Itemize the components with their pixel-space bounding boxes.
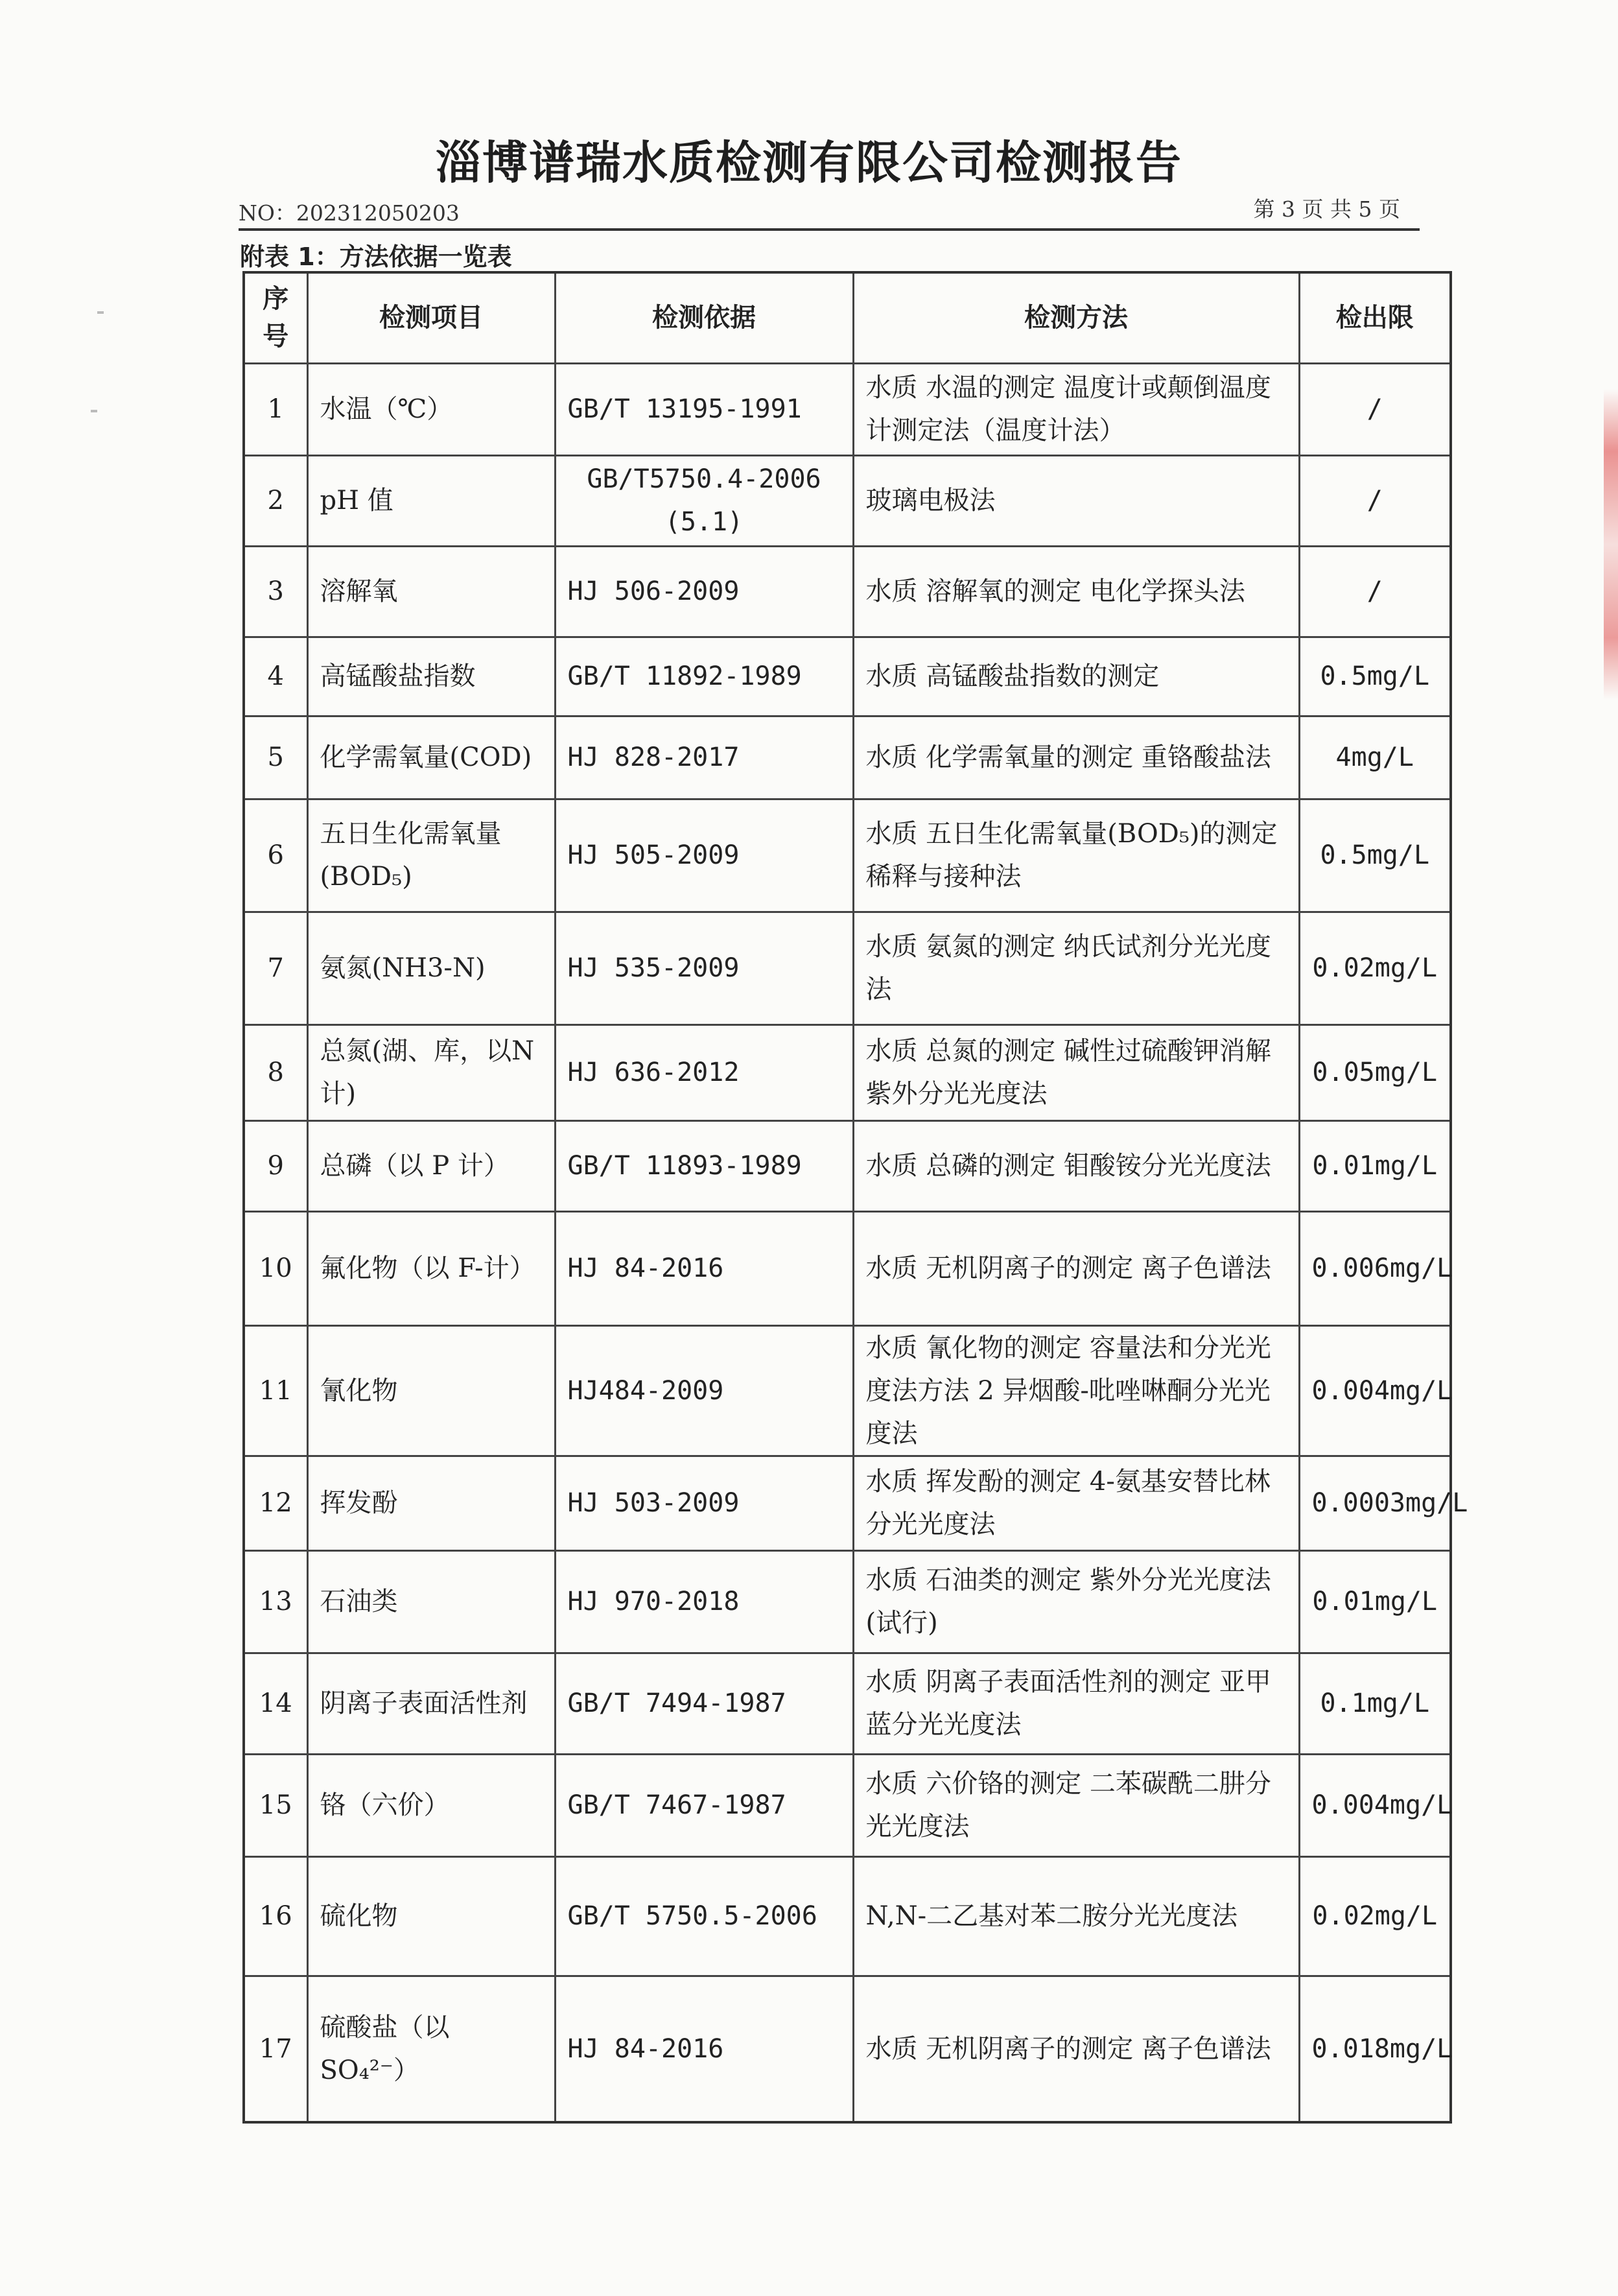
row-basis: GB/T5750.4-2006 (5.1) bbox=[555, 455, 853, 546]
row-item: 石油类 bbox=[307, 1550, 555, 1653]
row-item: 五日生化需氧量(BOD₅) bbox=[307, 799, 555, 912]
row-seq: 6 bbox=[244, 799, 307, 912]
row-basis: HJ 636-2012 bbox=[555, 1024, 853, 1120]
row-seq: 5 bbox=[244, 716, 307, 799]
row-basis: GB/T 7467-1987 bbox=[555, 1754, 853, 1856]
row-item: 总氮(湖、库，以N 计) bbox=[307, 1024, 555, 1120]
row-item: 氟化物（以 F-计） bbox=[307, 1211, 555, 1325]
row-basis: HJ 503-2009 bbox=[555, 1456, 853, 1550]
row-basis: GB/T 7494-1987 bbox=[555, 1653, 853, 1754]
table-row bbox=[244, 912, 1451, 1024]
row-limit: / bbox=[1299, 363, 1451, 455]
row-limit: 0.01mg/L bbox=[1299, 1120, 1451, 1211]
row-basis: HJ484-2009 bbox=[555, 1325, 853, 1456]
row-method: 水质 无机阴离子的测定 离子色谱法 bbox=[853, 1976, 1299, 2122]
table-row bbox=[244, 1856, 1451, 1976]
row-seq: 7 bbox=[244, 912, 307, 1024]
row-method: N,N-二乙基对苯二胺分光光度法 bbox=[853, 1856, 1299, 1976]
row-limit: 0.05mg/L bbox=[1299, 1024, 1451, 1120]
row-method: 水质 化学需氧量的测定 重铬酸盐法 bbox=[853, 716, 1299, 799]
page-indicator: 第 3 页 共 5 页 bbox=[1253, 196, 1400, 222]
row-seq: 16 bbox=[244, 1856, 307, 1976]
row-basis: HJ 84-2016 bbox=[555, 1211, 853, 1325]
table-row bbox=[244, 1653, 1451, 1754]
scan-artifact bbox=[97, 311, 104, 314]
row-item: 水温（℃） bbox=[307, 363, 555, 455]
report-header-row bbox=[239, 195, 1420, 231]
row-seq: 15 bbox=[244, 1754, 307, 1856]
table-row bbox=[244, 1325, 1451, 1456]
seal-stamp-edge bbox=[1604, 389, 1618, 700]
header-limit: 检出限 bbox=[1299, 272, 1451, 363]
table-row bbox=[244, 363, 1451, 455]
row-method: 玻璃电极法 bbox=[853, 455, 1299, 546]
row-item: 氨氮(NH3-N) bbox=[307, 912, 555, 1024]
row-basis: HJ 506-2009 bbox=[555, 546, 853, 637]
row-basis: GB/T 5750.5-2006 bbox=[555, 1856, 853, 1976]
row-basis: HJ 535-2009 bbox=[555, 912, 853, 1024]
row-limit: 4mg/L bbox=[1299, 716, 1451, 799]
table-row bbox=[244, 1024, 1451, 1120]
row-basis: HJ 505-2009 bbox=[555, 799, 853, 912]
table-row bbox=[244, 1456, 1451, 1550]
row-seq: 2 bbox=[244, 455, 307, 546]
row-basis: HJ 84-2016 bbox=[555, 1976, 853, 2122]
row-item: 铬（六价） bbox=[307, 1754, 555, 1856]
row-seq: 3 bbox=[244, 546, 307, 637]
row-item: 化学需氧量(COD) bbox=[307, 716, 555, 799]
row-method: 水质 总磷的测定 钼酸铵分光光度法 bbox=[853, 1120, 1299, 1211]
scan-artifact bbox=[91, 410, 97, 412]
row-method: 水质 高锰酸盐指数的测定 bbox=[853, 637, 1299, 716]
appendix-title: 附表 1：方法依据一览表 bbox=[240, 243, 512, 271]
header-method: 检测方法 bbox=[853, 272, 1299, 363]
row-method: 水质 五日生化需氧量(BOD₅)的测定 稀释与接种法 bbox=[853, 799, 1299, 912]
row-seq: 14 bbox=[244, 1653, 307, 1754]
row-seq: 8 bbox=[244, 1024, 307, 1120]
table-row bbox=[244, 1120, 1451, 1211]
row-method: 水质 总氮的测定 碱性过硫酸钾消解紫外分光光度法 bbox=[853, 1024, 1299, 1120]
row-limit: / bbox=[1299, 546, 1451, 637]
row-seq: 12 bbox=[244, 1456, 307, 1550]
row-limit: 0.0003mg/L bbox=[1299, 1456, 1451, 1550]
row-item: 硫酸盐（以 SO₄²⁻） bbox=[307, 1976, 555, 2122]
header-seq bbox=[244, 272, 307, 363]
row-limit: / bbox=[1299, 455, 1451, 546]
row-limit: 0.02mg/L bbox=[1299, 912, 1451, 1024]
row-seq: 9 bbox=[244, 1120, 307, 1211]
table-row bbox=[244, 1211, 1451, 1325]
row-item: pH 值 bbox=[307, 455, 555, 546]
table-row bbox=[244, 455, 1451, 546]
row-basis: GB/T 11893-1989 bbox=[555, 1120, 853, 1211]
row-limit: 0.018mg/L bbox=[1299, 1976, 1451, 2122]
row-item: 高锰酸盐指数 bbox=[307, 637, 555, 716]
report-number: NO：202312050203 bbox=[239, 200, 460, 226]
row-item: 总磷（以 P 计） bbox=[307, 1120, 555, 1211]
method-basis-table bbox=[242, 271, 1468, 2124]
row-method: 水质 石油类的测定 紫外分光光度法(试行) bbox=[853, 1550, 1299, 1653]
row-limit: 0.006mg/L bbox=[1299, 1211, 1451, 1325]
row-limit: 0.02mg/L bbox=[1299, 1856, 1451, 1976]
row-limit: 0.01mg/L bbox=[1299, 1550, 1451, 1653]
row-item: 阴离子表面活性剂 bbox=[307, 1653, 555, 1754]
table-row bbox=[244, 716, 1451, 799]
report-title: 淄博谱瑞水质检测有限公司检测报告 bbox=[436, 136, 1182, 189]
row-limit: 0.004mg/L bbox=[1299, 1325, 1451, 1456]
row-basis: GB/T 13195-1991 bbox=[555, 363, 853, 455]
row-seq: 17 bbox=[244, 1976, 307, 2122]
row-limit: 0.5mg/L bbox=[1299, 637, 1451, 716]
row-seq: 13 bbox=[244, 1550, 307, 1653]
row-basis: GB/T 11892-1989 bbox=[555, 637, 853, 716]
row-item: 硫化物 bbox=[307, 1856, 555, 1976]
table-row bbox=[244, 799, 1451, 912]
row-method: 水质 氨氮的测定 纳氏试剂分光光度法 bbox=[853, 912, 1299, 1024]
row-seq: 10 bbox=[244, 1211, 307, 1325]
row-method: 水质 阴离子表面活性剂的测定 亚甲蓝分光光度法 bbox=[853, 1653, 1299, 1754]
table-row bbox=[244, 637, 1451, 716]
table-row bbox=[244, 546, 1451, 637]
row-item: 溶解氧 bbox=[307, 546, 555, 637]
row-seq: 11 bbox=[244, 1325, 307, 1456]
row-item: 挥发酚 bbox=[307, 1456, 555, 1550]
row-method: 水质 水温的测定 温度计或颠倒温度计测定法（温度计法） bbox=[853, 363, 1299, 455]
row-limit: 0.5mg/L bbox=[1299, 799, 1451, 912]
row-method: 水质 挥发酚的测定 4-氨基安替比林分光光度法 bbox=[853, 1456, 1299, 1550]
row-seq: 4 bbox=[244, 637, 307, 716]
row-method: 水质 无机阴离子的测定 离子色谱法 bbox=[853, 1211, 1299, 1325]
row-seq: 1 bbox=[244, 363, 307, 455]
row-method: 水质 氰化物的测定 容量法和分光光度法方法 2 异烟酸-吡唑啉酮分光光度法 bbox=[853, 1325, 1299, 1456]
header-item: 检测项目 bbox=[307, 272, 555, 363]
row-limit: 0.004mg/L bbox=[1299, 1754, 1451, 1856]
header-basis: 检测依据 bbox=[555, 272, 853, 363]
row-limit: 0.1mg/L bbox=[1299, 1653, 1451, 1754]
table-row bbox=[244, 1754, 1451, 1856]
row-method: 水质 六价铬的测定 二苯碳酰二肼分光光度法 bbox=[853, 1754, 1299, 1856]
row-item: 氰化物 bbox=[307, 1325, 555, 1456]
header-seq-label: 序号 bbox=[263, 284, 289, 352]
row-method: 水质 溶解氧的测定 电化学探头法 bbox=[853, 546, 1299, 637]
table-header-row bbox=[244, 272, 1451, 363]
table-row bbox=[244, 1550, 1451, 1653]
table-row bbox=[244, 1976, 1451, 2122]
row-basis: HJ 828-2017 bbox=[555, 716, 853, 799]
row-basis: HJ 970-2018 bbox=[555, 1550, 853, 1653]
